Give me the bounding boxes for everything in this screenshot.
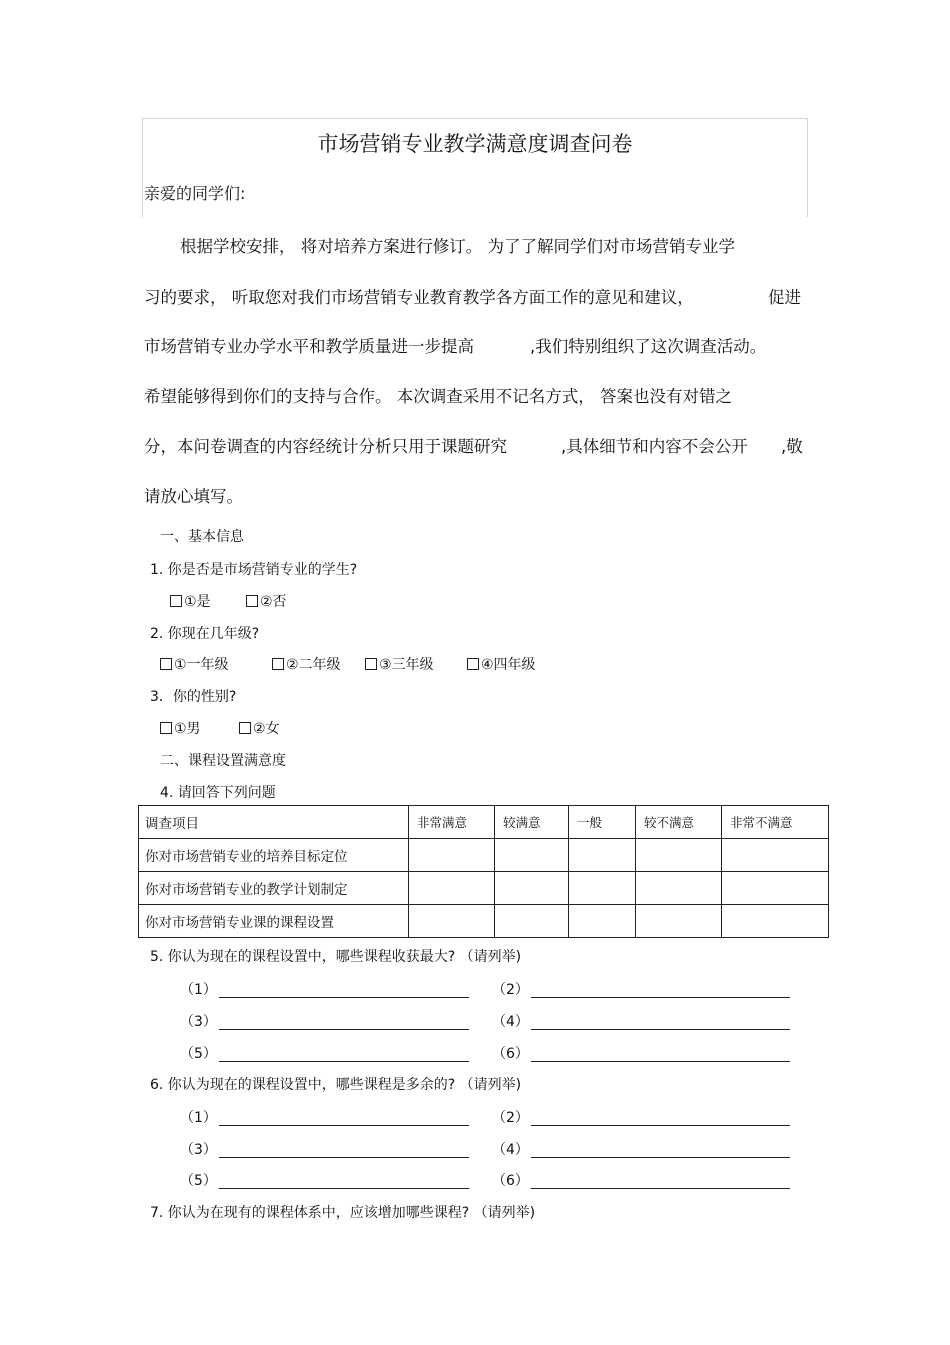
rating-cell[interactable] [569, 905, 636, 938]
q5-answer-4[interactable] [531, 1009, 790, 1030]
rating-cell[interactable] [569, 872, 636, 905]
rating-cell[interactable] [636, 839, 722, 872]
table-row-label: 你对市场营销专业的培养目标定位 [139, 839, 409, 872]
q1-option-1[interactable]: ①是 [170, 591, 211, 611]
q5-label-3: （3） [180, 1014, 217, 1030]
table-header-cell: 非常不满意 [722, 806, 829, 839]
q1-text: 1. 你是否是市场营销专业的学生? [150, 562, 358, 578]
table-row [139, 839, 829, 872]
q6-answer-2[interactable] [531, 1105, 790, 1126]
rating-cell[interactable] [495, 839, 569, 872]
intro-line-2b: 促进 [768, 288, 801, 307]
rating-cell[interactable] [409, 872, 495, 905]
table-header-cell: 一般 [569, 806, 636, 839]
table-header-cell: 较满意 [495, 806, 569, 839]
intro-line-3b: ,我们特别组织了这次调查活动。 [530, 337, 767, 356]
q6-label-1: （1） [180, 1110, 217, 1126]
q6-label-3: （3） [180, 1142, 217, 1158]
q4-text: 4. 请回答下列问题 [160, 785, 276, 801]
rating-cell[interactable] [722, 872, 829, 905]
q2-option-4[interactable]: ④四年级 [467, 654, 536, 674]
q6-answer-3[interactable] [219, 1137, 469, 1158]
table-row-label: 你对市场营销专业课的课程设置 [139, 905, 409, 938]
q5-answer-5[interactable] [219, 1041, 469, 1062]
q3-option-2[interactable]: ②女 [239, 718, 280, 738]
intro-line-2: 习的要求， 听取您对我们市场营销专业教育教学各方面工作的意见和建议， [144, 288, 694, 307]
q5-label-1: （1） [180, 982, 217, 998]
table-row [139, 872, 829, 905]
checkbox[interactable] [272, 658, 284, 670]
checkbox[interactable] [365, 658, 377, 670]
rating-cell[interactable] [495, 872, 569, 905]
table-row [139, 905, 829, 938]
q3-text: 3．你的性别? [150, 689, 237, 705]
intro-line-1: 根据学校安排， 将对培养方案进行修订。 为了了解同学们对市场营销专业学 [180, 237, 735, 256]
q1-option-2[interactable]: ②否 [246, 591, 287, 611]
rating-cell[interactable] [636, 905, 722, 938]
q5-label-4: （4） [492, 1014, 529, 1030]
rating-cell[interactable] [722, 905, 829, 938]
q6-answer-6[interactable] [531, 1168, 790, 1189]
intro-line-5c: ,敬 [781, 437, 803, 456]
q2-option-3[interactable]: ③三年级 [365, 654, 434, 674]
q2-option-2[interactable]: ②二年级 [272, 654, 341, 674]
checkbox[interactable] [160, 658, 172, 670]
q2-option-1[interactable]: ①一年级 [160, 654, 229, 674]
greeting: 亲爱的同学们: [144, 184, 246, 203]
intro-line-6: 请放心填写。 [144, 487, 243, 506]
rating-cell[interactable] [495, 905, 569, 938]
table-header-cell: 较不满意 [636, 806, 722, 839]
section2-heading: 二、课程设置满意度 [160, 753, 286, 769]
q3-option-1[interactable]: ①男 [160, 718, 201, 738]
q6-answer-4[interactable] [531, 1137, 790, 1158]
q5-text: 5. 你认为现在的课程设置中，哪些课程收获最大? （请列举) [150, 949, 522, 965]
q6-answer-1[interactable] [219, 1105, 469, 1126]
satisfaction-table [138, 805, 829, 938]
q6-answer-5[interactable] [219, 1168, 469, 1189]
table-header-row [139, 806, 829, 839]
q6-label-2: （2） [492, 1110, 529, 1126]
page-title: 市场营销专业教学满意度调查问卷 [317, 132, 633, 156]
q6-label-4: （4） [492, 1142, 529, 1158]
q5-label-2: （2） [492, 982, 529, 998]
intro-line-5: 分，本问卷调查的内容经统计分析只用于课题研究 [144, 437, 507, 456]
rating-cell[interactable] [409, 905, 495, 938]
q5-answer-3[interactable] [219, 1009, 469, 1030]
intro-line-4: 希望能够得到你们的支持与合作。 本次调查采用不记名方式， 答案也没有对错之 [144, 387, 732, 406]
table-header-cell: 调查项目 [139, 806, 409, 839]
q6-label-6: （6） [492, 1173, 529, 1189]
q6-text: 6. 你认为现在的课程设置中，哪些课程是多余的? （请列举) [150, 1077, 522, 1093]
q5-answer-6[interactable] [531, 1041, 790, 1062]
intro-line-3: 市场营销专业办学水平和教学质量进一步提高 [144, 337, 474, 356]
rating-cell[interactable] [722, 839, 829, 872]
checkbox[interactable] [239, 722, 251, 734]
q5-answer-1[interactable] [219, 977, 469, 998]
q7-text: 7. 你认为在现有的课程体系中，应该增加哪些课程? （请列举) [150, 1205, 536, 1221]
q2-text: 2. 你现在几年级? [150, 626, 260, 642]
q5-answer-2[interactable] [531, 977, 790, 998]
q6-label-5: （5） [180, 1173, 217, 1189]
q5-label-6: （6） [492, 1046, 529, 1062]
rating-cell[interactable] [409, 839, 495, 872]
checkbox[interactable] [467, 658, 479, 670]
checkbox[interactable] [170, 595, 182, 607]
q5-label-5: （5） [180, 1046, 217, 1062]
checkbox[interactable] [160, 722, 172, 734]
intro-line-5b: ,具体细节和内容不会公开 [561, 437, 748, 456]
section1-heading: 一、基本信息 [160, 529, 244, 545]
rating-cell[interactable] [569, 839, 636, 872]
table-row-label: 你对市场营销专业的教学计划制定 [139, 872, 409, 905]
checkbox[interactable] [246, 595, 258, 607]
table-header-cell: 非常满意 [409, 806, 495, 839]
rating-cell[interactable] [636, 872, 722, 905]
